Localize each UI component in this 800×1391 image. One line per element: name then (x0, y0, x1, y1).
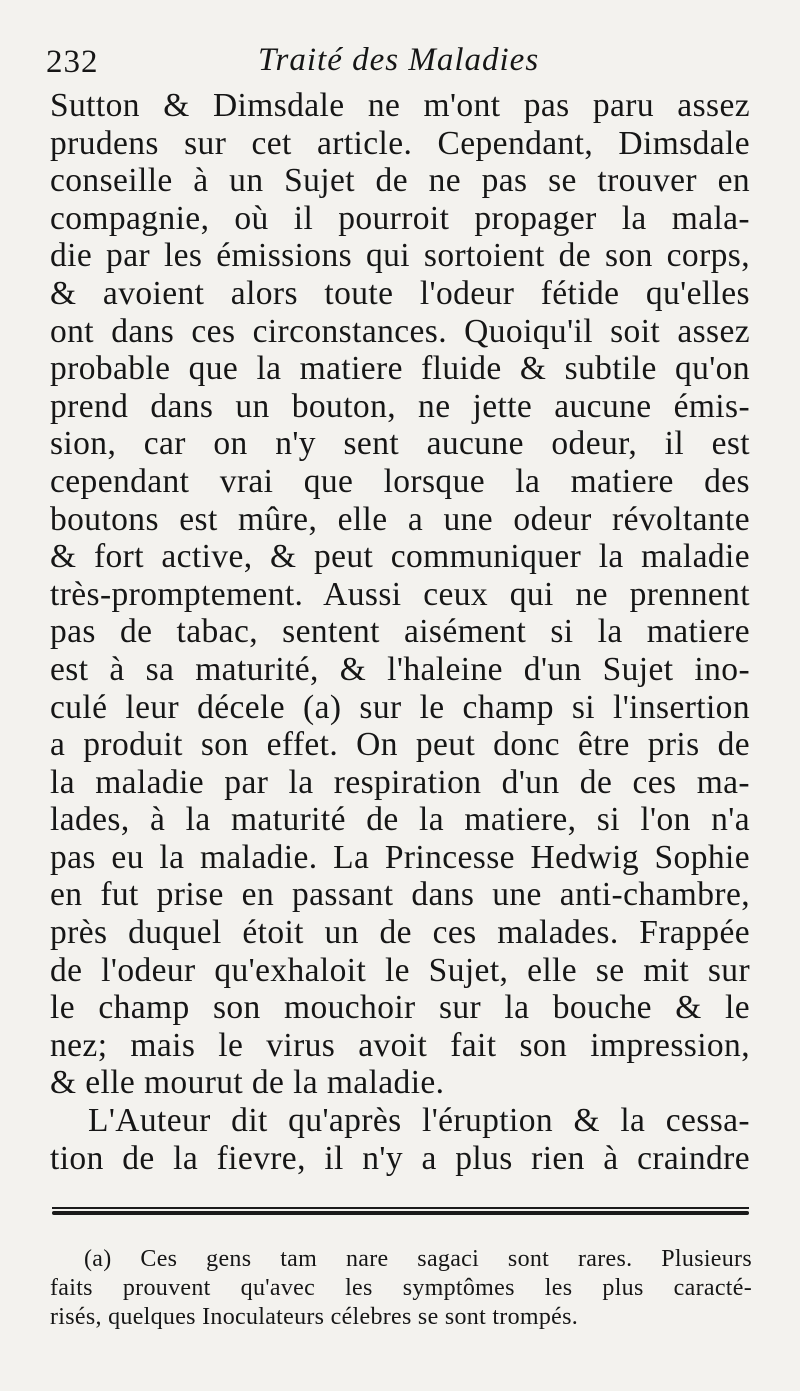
body-line: prudens sur cet article. Cependant, Dimsdale (50, 124, 750, 162)
paragraph-end-line: & elle mourut de la maladie. (50, 1064, 445, 1102)
body-line: & avoient alors toute l'odeur fétide qu'elles (50, 274, 750, 312)
rule-thick-line (52, 1211, 749, 1215)
body-line: en fut prise en passant dans une anti-chambre, (50, 876, 750, 914)
body-line: probable que la matiere fluide & subtile qu'on (50, 350, 750, 388)
body-line: conseille à un Sujet de ne pas se trouver en (50, 162, 750, 200)
body-line: pas eu la maladie. La Princesse Hedwig Sophie (50, 838, 750, 876)
body-text (50, 87, 750, 1177)
body-line: cependant vrai que lorsque la matiere des (50, 462, 750, 500)
body-line: pas de tabac, sentent aisément si la matiere (50, 613, 750, 651)
running-title: Traité des Maladies (258, 42, 540, 78)
body-line: tion de la fievre, il n'y a plus rien à craindre (50, 1139, 750, 1177)
body-line: L'Auteur dit qu'après l'éruption & la cessa- (88, 1102, 750, 1140)
body-line: nez; mais le virus avoit fait son impression, (50, 1026, 750, 1064)
body-line: lades, à la maturité de la matiere, si l'on n'a (50, 801, 750, 839)
body-line: boutons est mûre, elle a une odeur révoltante (50, 500, 750, 538)
body-line: est à sa maturité, & l'haleine d'un Sujet ino- (50, 650, 750, 688)
body-line: die par les émissions qui sortoient de son corps, (50, 237, 750, 275)
body-line: le champ son mouchoir sur la bouche & le (50, 989, 750, 1027)
footnote-line: faits prouvent qu'avec les symptômes les plus caracté- (50, 1275, 752, 1301)
body-line: prend dans un bouton, ne jette aucune émis- (50, 387, 750, 425)
body-line: & fort active, & peut communiquer la maladie (50, 538, 750, 576)
body-line: près duquel étoit un de ces malades. Frappée (50, 914, 750, 952)
body-line: sion, car on n'y sent aucune odeur, il est (50, 425, 750, 463)
footnote-separator-rule (52, 1207, 749, 1215)
footnote (50, 1245, 752, 1332)
page-header (40, 40, 760, 80)
rule-thin-line (52, 1207, 749, 1209)
body-line: Sutton & Dimsdale ne m'ont pas paru assez (50, 87, 750, 124)
body-line: de l'odeur qu'exhaloit le Sujet, elle se mit sur (50, 951, 750, 989)
body-line: ont dans ces circonstances. Quoiqu'il soit assez (50, 312, 750, 350)
body-line: très-promptement. Aussi ceux qui ne prennent (50, 575, 750, 613)
page-number: 232 (46, 44, 99, 80)
footnote-line: risés, quelques Inoculateurs célebres se sont trompés. (50, 1304, 579, 1330)
body-line: culé leur décele (a) sur le champ si l'insertion (50, 688, 750, 726)
footnote-line: (a) Ces gens tam nare sagaci sont rares. Plusieurs (84, 1246, 752, 1272)
body-line: a produit son effet. On peut donc être pris de (50, 726, 750, 764)
body-line: la maladie par la respiration d'un de ces ma- (50, 763, 750, 801)
body-line: compagnie, où il pourroit propager la mala- (50, 199, 750, 237)
